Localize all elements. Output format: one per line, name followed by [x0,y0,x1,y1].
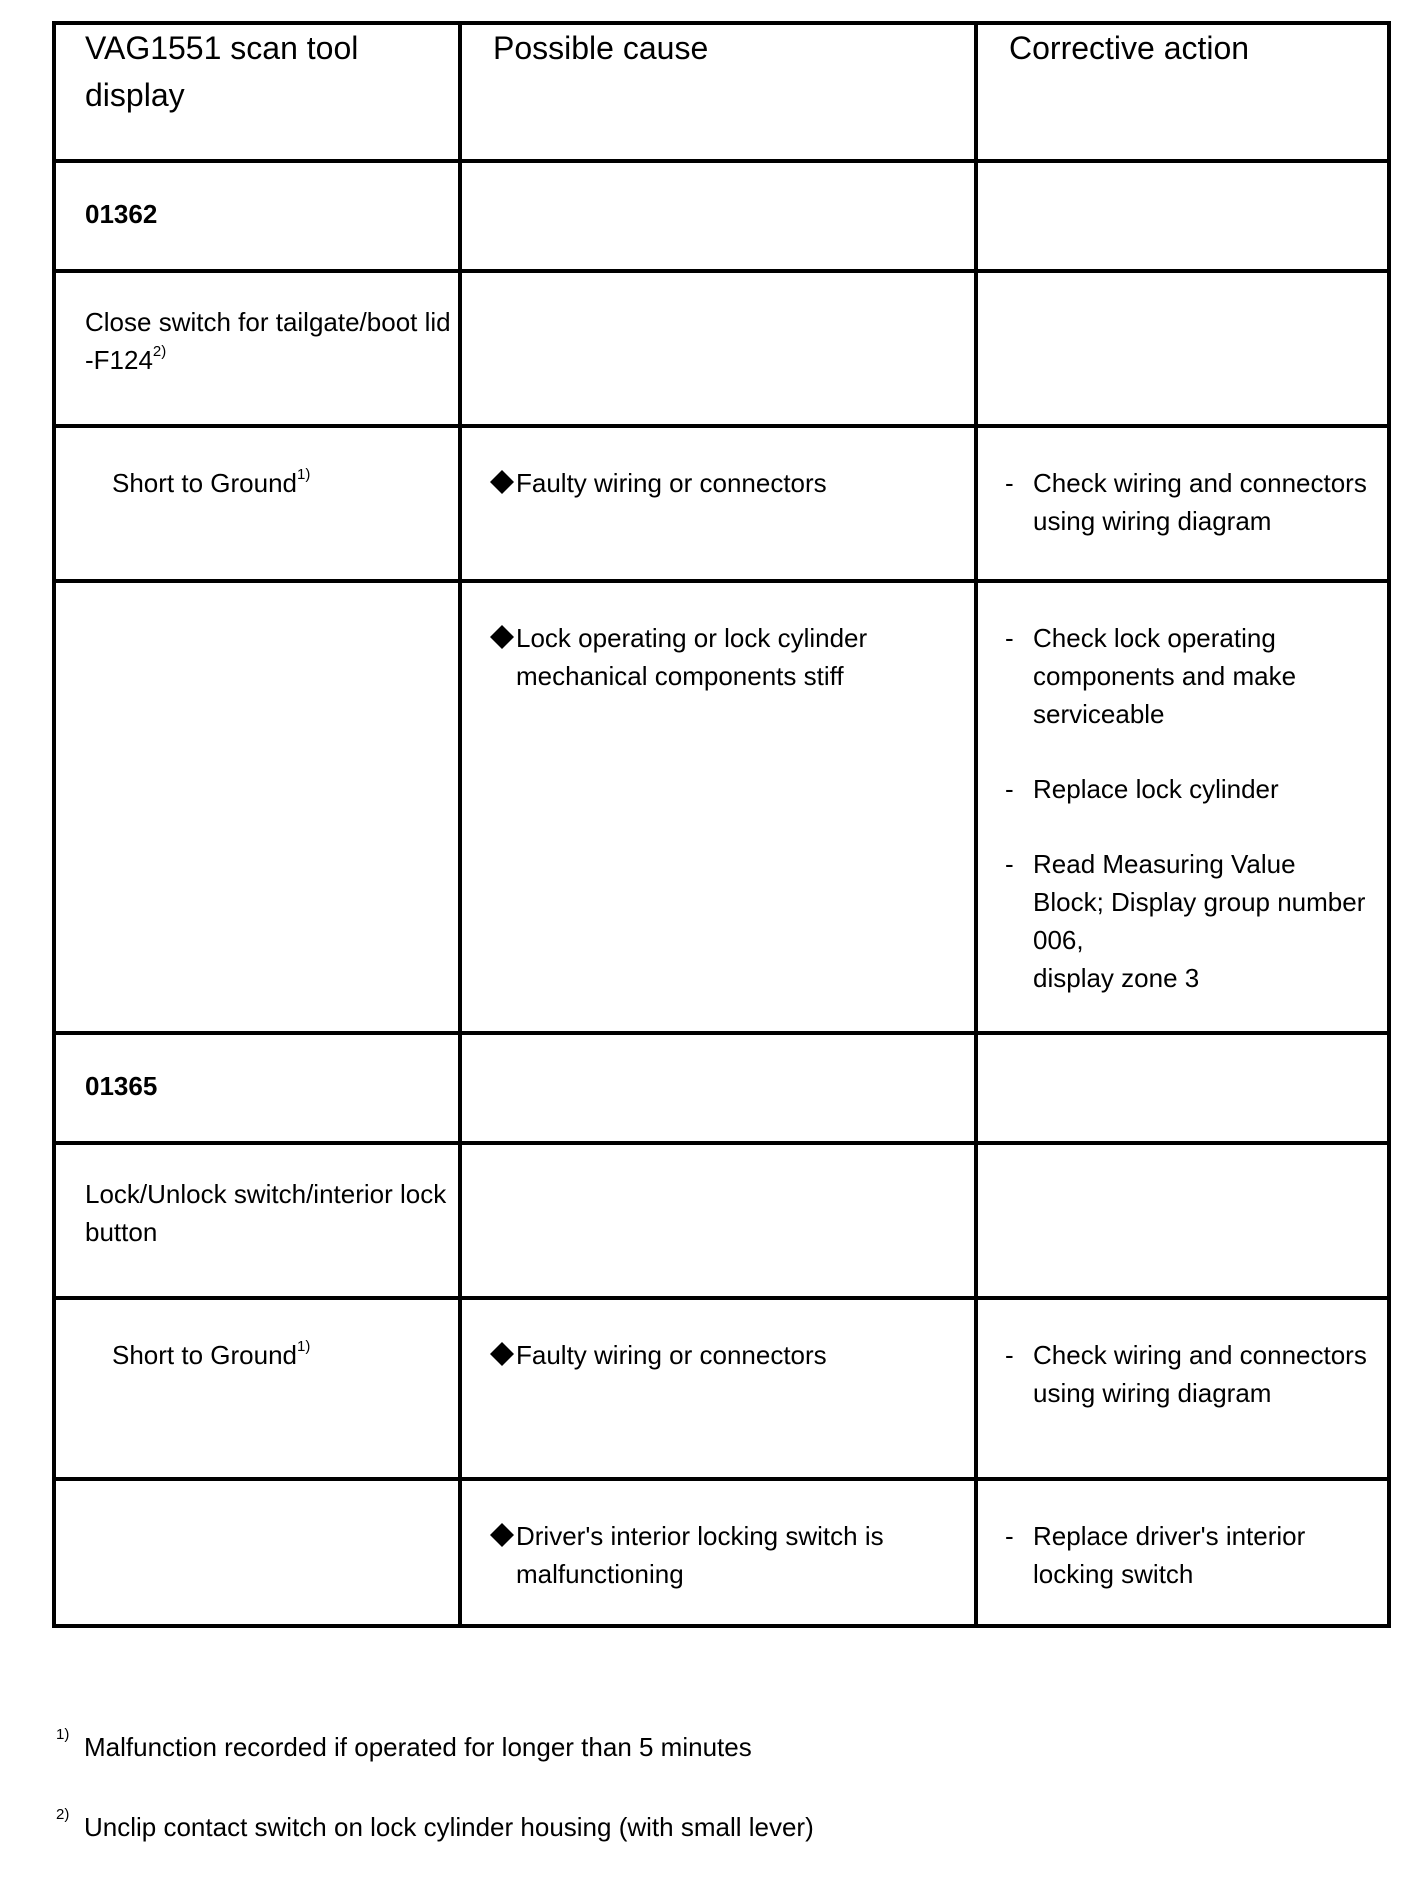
possible-cause: Faulty wiring or connectors [462,428,974,502]
component-name: Lock/Unlock switch/interior lock button [85,1179,447,1247]
header-corrective-action: Corrective action [976,23,1389,161]
fault-type-cell [54,426,460,581]
table-row [54,1479,1389,1626]
dash-bullet-icon: - [1005,849,1014,879]
corrective-action-cell [976,581,1389,1033]
possible-cause: Lock operating or lock cylinder mechanical components stiff [462,583,974,695]
header-scan-tool-display: VAG1551 scan tool display [54,23,460,161]
fault-code-table [52,21,1391,1628]
diamond-bullet-icon [489,1341,515,1367]
header-possible-cause: Possible cause [460,23,976,161]
corrective-action-item: - Check lock operating components and make serviceable [978,619,1373,733]
fault-code: 01362 [85,199,158,229]
table-row [54,1298,1389,1479]
empty-cell [976,1033,1389,1143]
dash-bullet-icon: - [1005,468,1014,498]
fault-code: 01365 [85,1071,158,1101]
possible-cause: Faulty wiring or connectors [462,1300,974,1374]
table-row-component [54,271,1389,426]
empty-cell [460,1033,976,1143]
footnote-text: Malfunction recorded if operated for longer than 5 minutes [84,1732,752,1762]
corrective-action-item: - Replace driver's interior locking switch [978,1517,1373,1593]
table-row [54,581,1389,1033]
footnote-ref: 1) [297,466,311,483]
dash-bullet-icon: - [1005,1521,1014,1551]
possible-cause-cell [460,581,976,1033]
table-row [54,426,1389,581]
fault-code-cell [54,161,460,271]
footnote-2 [56,1808,814,1846]
fault-code-cell [54,1033,460,1143]
empty-cell [460,271,976,426]
empty-cell [54,581,460,1033]
footnote-1 [56,1728,814,1766]
possible-cause-cell [460,1479,976,1626]
corrective-action-item: - Read Measuring Value Block; Display group number 006, display zone 3 [978,845,1373,997]
footnote-ref: 1) [297,1338,311,1355]
empty-cell [460,161,976,271]
footnote-mark: 1) [56,1726,70,1743]
empty-cell [460,1143,976,1298]
component-cell [54,1143,460,1298]
corrective-action-list [978,583,1387,997]
empty-cell [54,1479,460,1626]
corrective-action-item: - Replace lock cylinder [978,770,1373,808]
corrective-action-item: - Check wiring and connectors using wiring diagram [978,464,1373,540]
footnote-mark: 2) [56,1806,70,1823]
empty-cell [976,1143,1389,1298]
table-row-fault-code [54,1033,1389,1143]
possible-cause: Driver's interior locking switch is malfunctioning [462,1481,974,1593]
table-row-component [54,1143,1389,1298]
diamond-bullet-icon [489,624,515,650]
dash-bullet-icon: - [1005,774,1014,804]
corrective-action-cell [976,1298,1389,1479]
corrective-action-cell [976,1479,1389,1626]
table-row-fault-code [54,161,1389,271]
corrective-action-list [978,428,1387,540]
empty-cell [976,161,1389,271]
dash-bullet-icon: - [1005,623,1014,653]
fault-type: Short to Ground$^{1)}$ [112,466,311,498]
table-header-row [54,23,1389,161]
corrective-action-list [978,1481,1387,1593]
footnote-text: Unclip contact switch on lock cylinder housing (with small lever) [84,1812,814,1842]
dash-bullet-icon: - [1005,1340,1014,1370]
diagnostic-table-container [52,21,1387,1691]
diamond-bullet-icon [489,1522,515,1548]
footnotes [56,1728,814,1888]
corrective-action-item: - Check wiring and connectors using wiring diagram [978,1336,1373,1412]
possible-cause-cell [460,1298,976,1479]
component-cell [54,271,460,426]
fault-type: Short to Ground$^{1)}$ [112,1338,311,1370]
possible-cause-cell [460,426,976,581]
corrective-action-cell [976,426,1389,581]
footnote-ref: 2) [152,343,167,360]
diamond-bullet-icon [489,469,515,495]
fault-type-cell [54,1298,460,1479]
component-name: Close switch for tailgate/boot lid -F124$^{2)}$ [85,307,451,375]
empty-cell [976,271,1389,426]
corrective-action-list [978,1300,1387,1412]
